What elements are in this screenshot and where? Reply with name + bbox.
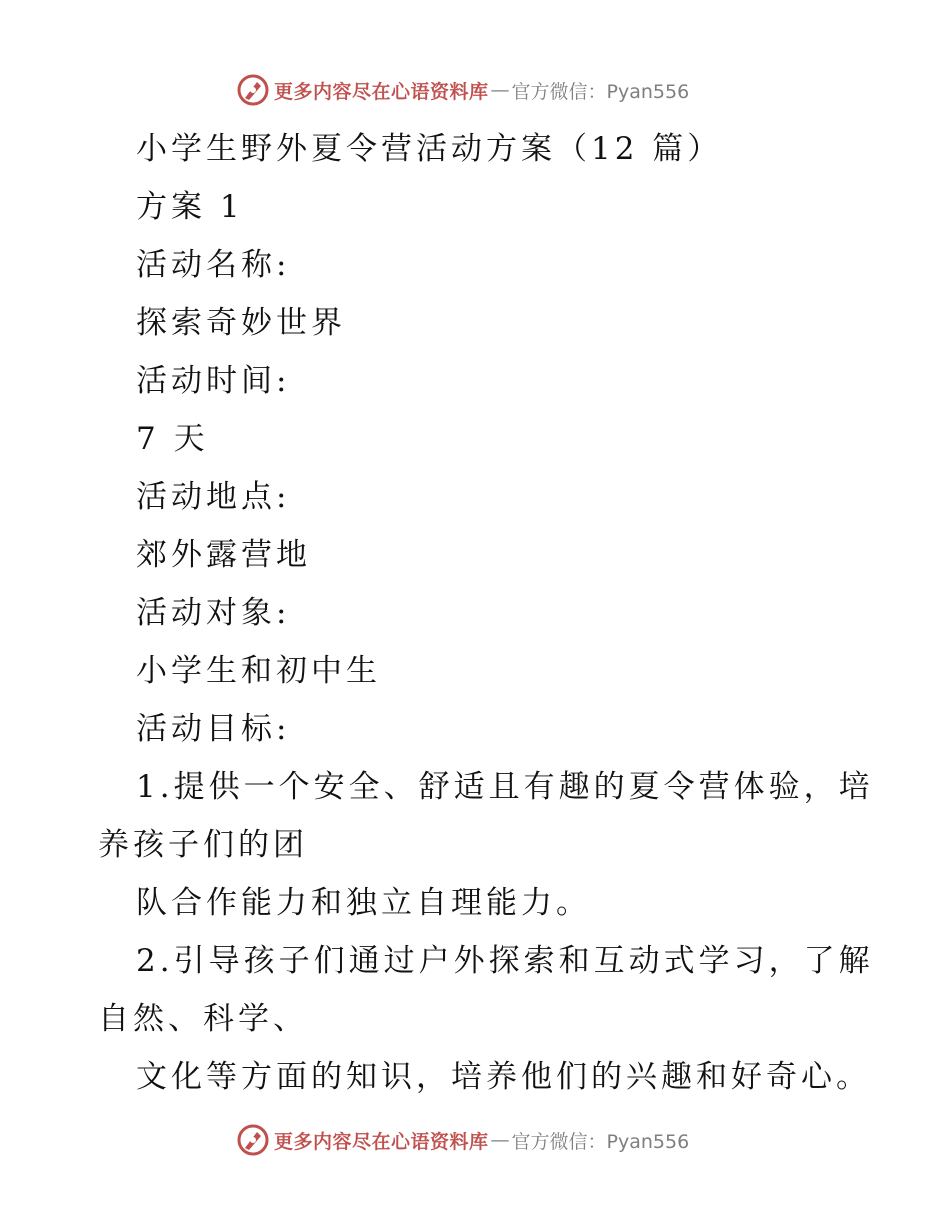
watermark-contact: 官方微信：Pyan556 (511, 80, 690, 103)
activity-name-label: 活动名称: (136, 247, 291, 283)
watermark-text: 更多内容尽在心语资料库 (274, 1130, 489, 1153)
activity-location-value: 郊外露营地 (136, 537, 311, 573)
goal-1-line-3: 队合作能力和独立自理能力。 (136, 885, 591, 921)
activity-name-value: 探索奇妙世界 (136, 305, 346, 341)
watermark-text: 更多内容尽在心语资料库 (274, 80, 489, 103)
goal-2-line-3: 文化等方面的知识，培养他们的兴趣和好奇心。 (136, 1059, 871, 1095)
goal-2-line-1: 2.引导孩子们通过户外探索和互动式学习，了解 (136, 943, 874, 979)
watermark-separator: — (490, 79, 510, 101)
activity-goals-label: 活动目标: (136, 711, 291, 747)
goal-1-line-1: 1.提供一个安全、舒适且有趣的夏令营体验，培 (136, 769, 874, 805)
scheme-heading: 方案 1 (136, 189, 244, 225)
goal-1-line-2: 养孩子们的团 (98, 827, 308, 863)
pen-logo-icon (236, 1123, 270, 1157)
watermark-separator: — (490, 1129, 510, 1151)
footer-watermark (236, 1122, 689, 1158)
activity-time-label: 活动时间: (136, 363, 291, 399)
watermark-contact: 官方微信：Pyan556 (511, 1130, 690, 1153)
document-title: 小学生野外夏令营活动方案（12 篇） (136, 131, 723, 167)
activity-audience-label: 活动对象: (136, 595, 291, 631)
activity-audience-value: 小学生和初中生 (136, 653, 381, 689)
header-watermark (236, 72, 689, 108)
activity-time-value: 7 天 (136, 421, 209, 457)
activity-location-label: 活动地点: (136, 479, 291, 515)
pen-logo-icon (236, 73, 270, 107)
goal-2-line-2: 自然、科学、 (98, 1001, 308, 1037)
